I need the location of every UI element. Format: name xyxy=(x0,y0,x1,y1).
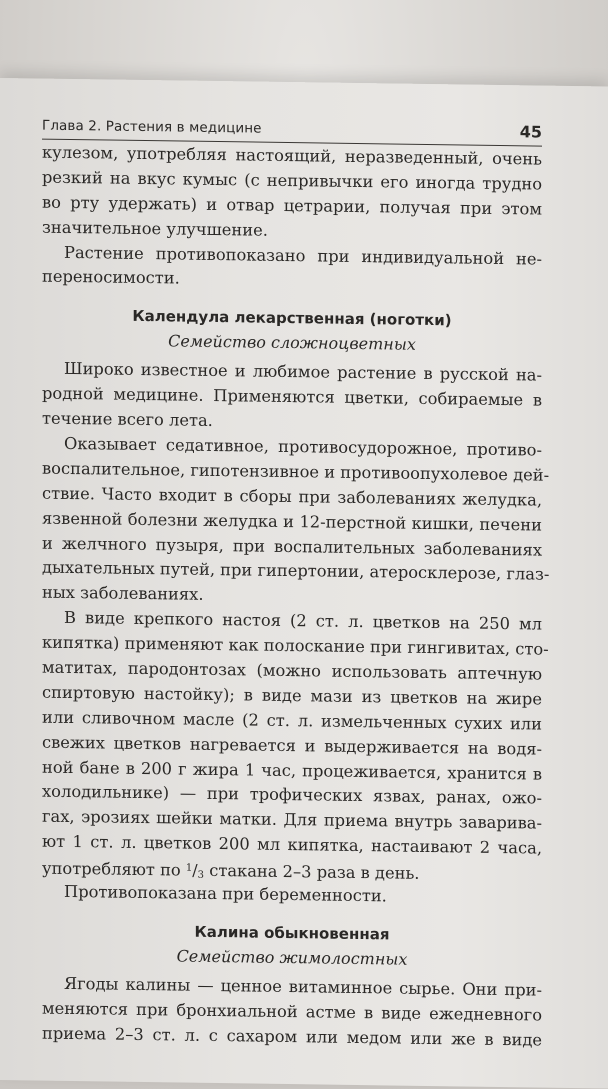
fraction-slash: / xyxy=(192,860,198,880)
text-line: родной медицине. Применяются цветки, собираемые в xyxy=(42,383,542,410)
section-title-calendula: Календула лекарственная (ноготки) xyxy=(132,307,452,330)
section-family-calendula: Семейство сложноцветных xyxy=(168,331,416,355)
fraction-numerator: 1 xyxy=(185,862,193,874)
text-line: течение всего лета. xyxy=(42,408,213,431)
text-line: и желчного пузыря, при воспалительных заболеваниях xyxy=(42,533,542,560)
running-header xyxy=(42,79,542,147)
text-line: ных заболеваниях. xyxy=(42,582,204,605)
text-line: Растение противопоказано при индивидуальной не- xyxy=(64,242,542,269)
text-line: Противопоказана при беременности. xyxy=(64,881,387,906)
text-line: Ягоды калины — ценное витаминное сырье. Они при- xyxy=(64,973,542,1000)
text-line: спиртовую настойку); в виде мази из цветков на жире xyxy=(42,682,542,709)
chapter-title: Глава 2. Растения в медицине xyxy=(42,117,262,137)
text-line: воспалительное, гипотензивное и противоопухолевое дей- xyxy=(42,458,550,485)
text-line: ствие. Часто входит в сборы при заболеваниях желудка, xyxy=(42,483,542,510)
text-line: холодильнике) — при трофических язвах, ранах, ожо- xyxy=(42,782,542,809)
text-line: приема 2–3 ст. л. с сахаром или медом или же в виде xyxy=(42,1023,542,1050)
text-line: гах, эрозиях шейки матки. Для приема внутрь заварива- xyxy=(42,806,542,833)
fraction-denominator: 3 xyxy=(197,869,205,882)
text-line: во рту удержать) и отвар цетрарии, получая при этом xyxy=(42,192,542,219)
page-content xyxy=(42,79,550,1054)
text-line: кулезом, употребляя настоящий, неразведенный, очень xyxy=(42,142,542,169)
text-line: или сливочном масле (2 ст. л. измельченных сухих или xyxy=(42,707,542,734)
text-line: ной бане в 200 г жира 1 час, процеживается, хранится в xyxy=(42,757,542,784)
calendula-text xyxy=(42,357,550,912)
text-fragment: употребляют по xyxy=(42,858,186,880)
text-line: меняются при бронхиальной астме в виде ежедневного xyxy=(42,998,542,1025)
text-fragment: стакана 2–3 раза в день. xyxy=(204,861,420,884)
section-family-kalina: Семейство жимолостных xyxy=(176,946,408,969)
text-line: переносимости. xyxy=(42,267,180,288)
text-line: матитах, пародонтозах (можно использовать аптечную xyxy=(42,657,542,684)
text-line: В виде крепкого настоя (2 ст. л. цветков на 250 мл xyxy=(64,608,542,634)
text-line: свежих цветков нагревается и выдерживается на водя- xyxy=(42,732,542,759)
kalina-text xyxy=(42,972,542,1054)
text-line: Оказывает седативное, противосудорожное, противо- xyxy=(64,433,542,460)
page-number: 45 xyxy=(519,122,542,142)
text-line: дыхательных путей, при гипертонии, атеросклерозе, глаз- xyxy=(42,558,550,585)
text-line: кипятка) применяют как полоскание при гингивитах, сто- xyxy=(42,632,549,659)
section-title-kalina: Калина обыкновенная xyxy=(194,922,390,944)
book-page xyxy=(0,78,608,1088)
text-line: язвенной болезни желудка и 12-перстной кишки, печени xyxy=(42,508,542,535)
text-line: ют 1 ст. л. цветков 200 мл кипятка, настаивают 2 часа, xyxy=(42,831,542,858)
text-line: значительное улучшение. xyxy=(42,217,268,240)
intro-paragraph xyxy=(42,141,542,297)
text-line: резкий на вкус кумыс (с непривычки его иногда трудно xyxy=(42,167,542,194)
text-line: Широко известное и любимое растение в русской на- xyxy=(64,359,542,385)
